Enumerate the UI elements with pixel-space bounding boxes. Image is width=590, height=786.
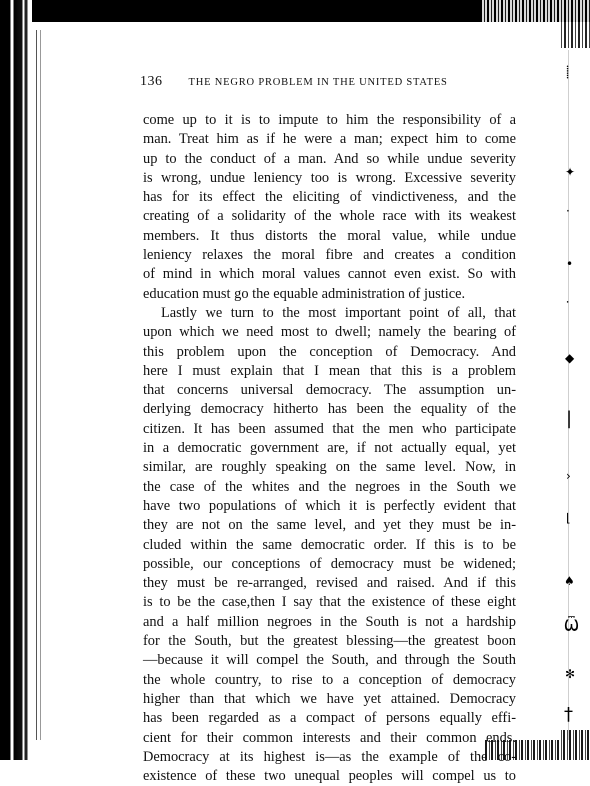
text-line: creating of a solidarity of the whole race with its weakest: [143, 208, 516, 225]
text-line: come up to it is to impute to him the responsibility of a: [143, 112, 516, 128]
margin-speck: ✦: [565, 165, 576, 179]
text-line: Lastly we turn to the most important point of all, that: [161, 304, 516, 321]
page-gutter-line: [36, 30, 41, 740]
text-line: education must go the equable administration of justice.: [143, 285, 466, 302]
text-line: citizen. It has been assumed that the men who participate: [143, 420, 516, 437]
book-binding-edge: [0, 0, 32, 760]
margin-speck: •: [566, 257, 574, 271]
text-line: they must be re-arranged, revised and raised. And if this: [143, 575, 516, 592]
text-line: has been regarded as a compact of persons equally effi-: [143, 710, 516, 727]
margin-speck: Ѿ: [564, 616, 579, 635]
page-number: 136: [140, 74, 163, 89]
text-line: cient for their common interests and their common ends.: [143, 729, 516, 746]
margin-speck: ⌊: [566, 511, 571, 525]
text-line: —because it will compel the South, and through the South: [143, 652, 516, 669]
text-line: Democracy at its highest is—as the example of the co-: [143, 748, 516, 765]
margin-speck: ◆: [565, 351, 575, 365]
text-line: similar, are roughly speaking on the same level. Now, in: [143, 459, 516, 476]
margin-speck: ›: [566, 469, 571, 483]
page-right-edge: [568, 50, 569, 740]
margin-speck: ·: [566, 204, 570, 218]
text-line: this problem upon the conception of Democracy. And: [143, 343, 516, 360]
text-line: cluded within the same democratic order. If this is to be: [143, 536, 516, 553]
text-line: existence of these two unequal peoples will compel us to: [143, 768, 516, 785]
text-line: the whole country, to rise to a conception of democracy: [143, 671, 516, 688]
text-line: in a democratic government are, if not actually equal, yet: [143, 440, 516, 457]
body-text: [143, 111, 516, 786]
margin-speck: †: [564, 704, 573, 725]
text-line: is to be the case,then I say that the existence of these eight: [143, 594, 516, 611]
margin-speck: ✻: [565, 667, 576, 681]
text-line: they are not on the same level, and yet they must be in-: [143, 517, 516, 534]
text-line: members. It thus distorts the moral value, while undue: [143, 227, 516, 244]
margin-speck: ⸽: [566, 65, 570, 79]
text-line: derlying democracy hitherto has been the equality of the: [143, 401, 516, 418]
text-line: upon which we need most to dwell; namely the bearing of: [143, 324, 516, 341]
text-line: up to the conduct of a man. And so while undue severity: [143, 150, 516, 167]
text-line: man. Treat him as if he were a man; expect him to come: [143, 131, 516, 148]
text-line: higher than that which we have yet attained. Democracy: [143, 690, 516, 707]
text-line: possible, our conceptions of democracy must be widened;: [143, 555, 516, 572]
text-line: that concerns universal democracy. The assumption un-: [143, 382, 516, 399]
text-line: is wrong, undue leniency too is wrong. Excessive severity: [143, 169, 516, 186]
text-line: leniency relaxes the moral fibre and creates a condition: [143, 247, 516, 264]
page-header: [140, 74, 520, 90]
text-line: of mind in which moral values cannot even exist. So with: [143, 266, 516, 283]
text-line: here I must explain that I mean that this is a problem: [143, 362, 516, 379]
running-head: THE NEGRO PROBLEM IN THE UNITED STATES: [188, 77, 448, 88]
text-line: and a half million negroes in the South is not a hardship: [143, 613, 516, 630]
text-line: for the South, but the greatest blessing—the greatest boon: [143, 633, 516, 650]
text-line: has for its effect the eliciting of vindictiveness, and the: [143, 189, 516, 206]
margin-speck: ♠: [564, 574, 575, 588]
text-line: have two populations of which it is perfectly evident that: [143, 497, 516, 514]
margin-speck: |: [566, 408, 573, 429]
text-line: the case of the whites and the negroes in the South we: [143, 478, 516, 495]
margin-speck: ⸱: [566, 295, 570, 309]
